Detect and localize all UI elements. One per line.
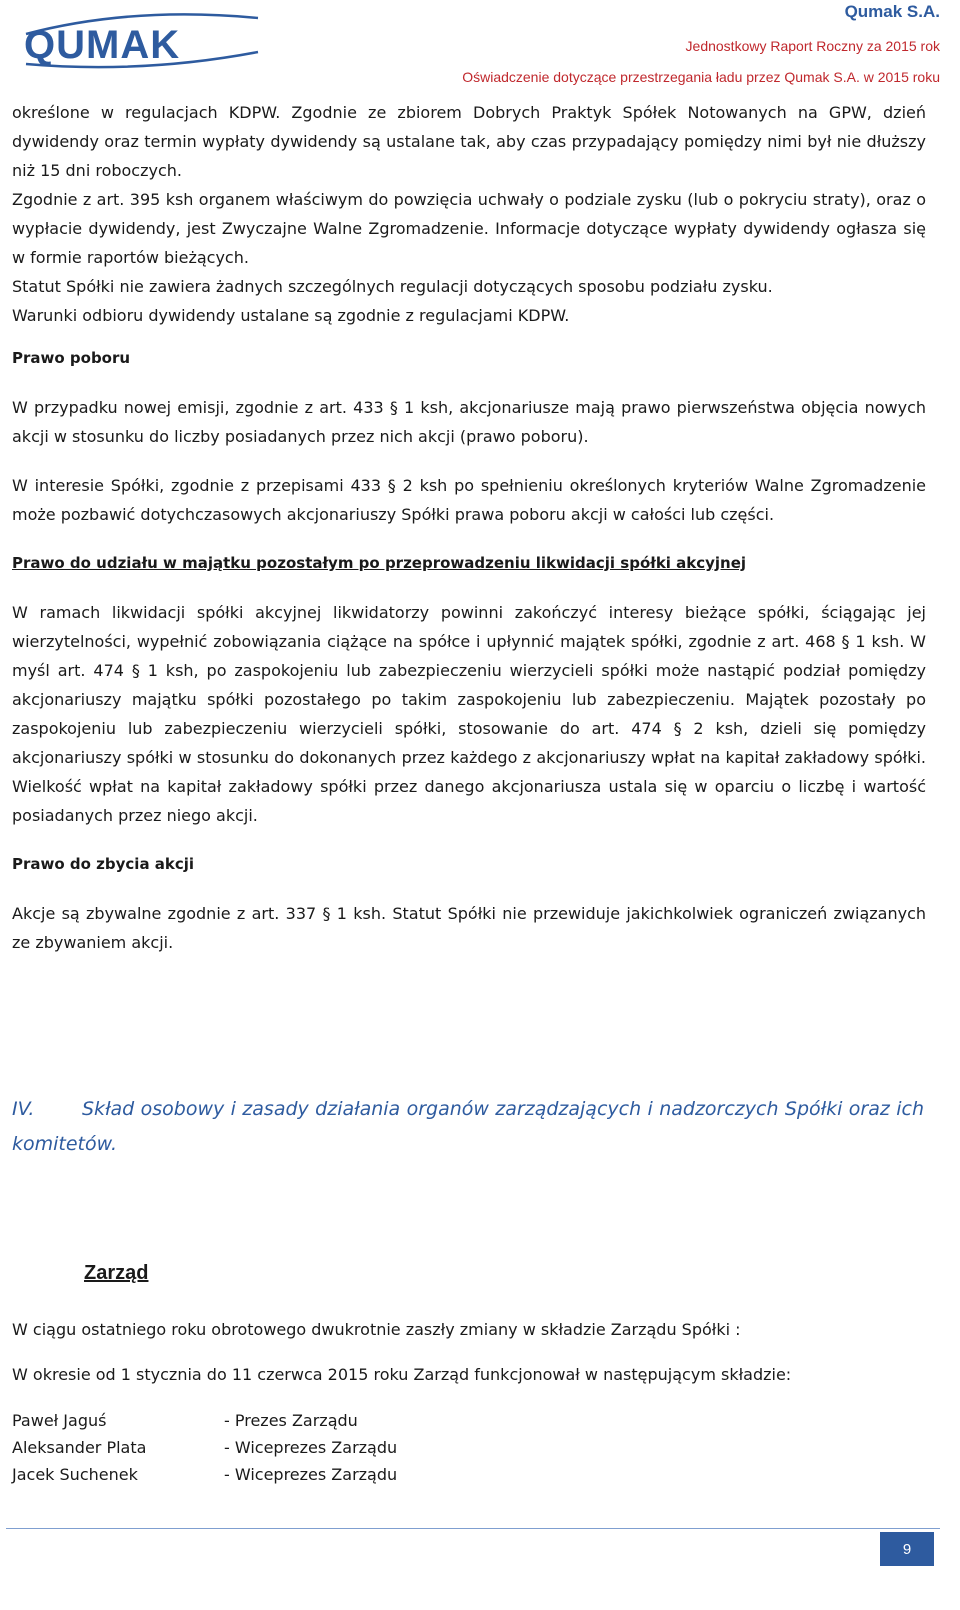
qumak-logo (22, 12, 262, 72)
board-member (12, 1434, 397, 1461)
board-intro: W ciągu ostatniego roku obrotowego dwukrotnie zaszły zmiany w składzie Zarządu Spółki : (12, 1320, 741, 1339)
section-number: IV. (12, 1098, 35, 1120)
board-member (12, 1461, 397, 1488)
document-body (12, 98, 926, 957)
heading-prawo-zbycia: Prawo do zbycia akcji (12, 855, 195, 873)
member-role: - Wiceprezes Zarządu (224, 1438, 398, 1457)
heading-prawo-majatek: Prawo do udziału w majątku pozostałym po przeprowadzeniu likwidacji spółki akcyjnej (12, 554, 747, 572)
paragraph: Zgodnie z art. 395 ksh organem właściwym do powzięcia uchwały o podziale zysku (lub o pokryciu straty), oraz o wypłacie dywidendy, jest Zwyczajne Walne Zgromadzenie. Informacje dotyczące wypłaty dywidendy ogłasza się w formie raportów bieżących. (12, 190, 926, 267)
paragraph: określone w regulacjach KDPW. Zgodnie ze zbiorem Dobrych Praktyk Spółek Notowanych na GPW, dzień dywidendy oraz termin wypłaty dywidendy są ustalane tak, aby czas przypadający pomiędzy nimi był nie dłuższy niż 15 dni roboczych. (12, 103, 926, 180)
heading-prawo-poboru: Prawo poboru (12, 349, 131, 367)
page-number: 9 (880, 1532, 934, 1566)
member-name: Jacek Suchenek (12, 1465, 138, 1484)
statement-title: Oświadczenie dotyczące przestrzegania ładu przez Qumak S.A. w 2015 roku (462, 69, 940, 85)
board-members (12, 1407, 397, 1488)
footer-divider (6, 1528, 940, 1529)
section-heading (12, 1092, 924, 1162)
company-name: Qumak S.A. (844, 2, 940, 21)
board-member (12, 1407, 397, 1434)
report-title: Jednostkowy Raport Roczny za 2015 rok (685, 38, 940, 54)
member-role: - Wiceprezes Zarządu (224, 1465, 398, 1484)
paragraph: Warunki odbioru dywidendy ustalane są zgodnie z regulacjami KDPW. (12, 306, 570, 325)
paragraph: Statut Spółki nie zawiera żadnych szczególnych regulacji dotyczących sposobu podziału zysku. (12, 277, 773, 296)
board-period: W okresie od 1 stycznia do 11 czerwca 2015 roku Zarząd funkcjonował w następującym składzie: (12, 1365, 792, 1384)
member-role: - Prezes Zarządu (224, 1411, 358, 1430)
paragraph: W przypadku nowej emisji, zgodnie z art. 433 § 1 ksh, akcjonariusze mają prawo pierwszeństwa objęcia nowych akcji w stosunku do liczby posiadanych przez nich akcji (prawo poboru). (12, 398, 926, 446)
paragraph: W interesie Spółki, zgodnie z przepisami 433 § 2 ksh po spełnieniu określonych kryteriów Walne Zgromadzenie może pozbawić dotychczasowych akcjonariuszy Spółki prawa poboru akcji w całości lub części. (12, 476, 926, 524)
member-name: Aleksander Plata (12, 1438, 147, 1457)
paragraph: W ramach likwidacji spółki akcyjnej likwidatorzy powinni zakończyć interesy bieżące spółki, ściągając jej wierzytelności, wypełnić zobowiązania ciążące na spółce i upłynnić majątek spółki, zgodnie z art. 468 § 1 ksh. W myśl art. 474 § 1 ksh, po zaspokojeniu lub zabezpieczeniu wierzycieli spółki może nastąpić podział pomiędzy akcjonariuszy majątku spółki pozostałego po takim zaspokojeniu lub zabezpieczeniu. Majątek pozostały po zaspokojeniu lub zabezpieczeniu wierzycieli spółki, stosowanie do art. 474 § 2 ksh, dzieli się pomiędzy akcjonariuszy spółki w stosunku do dokonanych przez każdego z akcjonariuszy wpłat na kapitał zakładowy spółki. Wielkość wpłat na kapitał zakładowy spółki przez danego akcjonariusza ustala się w oparciu o liczbę i wartość posiadanych przez niego akcji. (12, 603, 926, 825)
board-heading: Zarząd (84, 1262, 149, 1284)
section-title: Skład osobowy i zasady działania organów zarządzających i nadzorczych Spółki oraz ich komitetów. (12, 1098, 924, 1155)
member-name: Paweł Jaguś (12, 1411, 107, 1430)
paragraph: Akcje są zbywalne zgodnie z art. 337 § 1 ksh. Statut Spółki nie przewiduje jakichkolwiek ograniczeń związanych ze zbywaniem akcji. (12, 904, 926, 952)
logo-text: QUMAK (24, 23, 181, 67)
page-header (0, 0, 960, 92)
